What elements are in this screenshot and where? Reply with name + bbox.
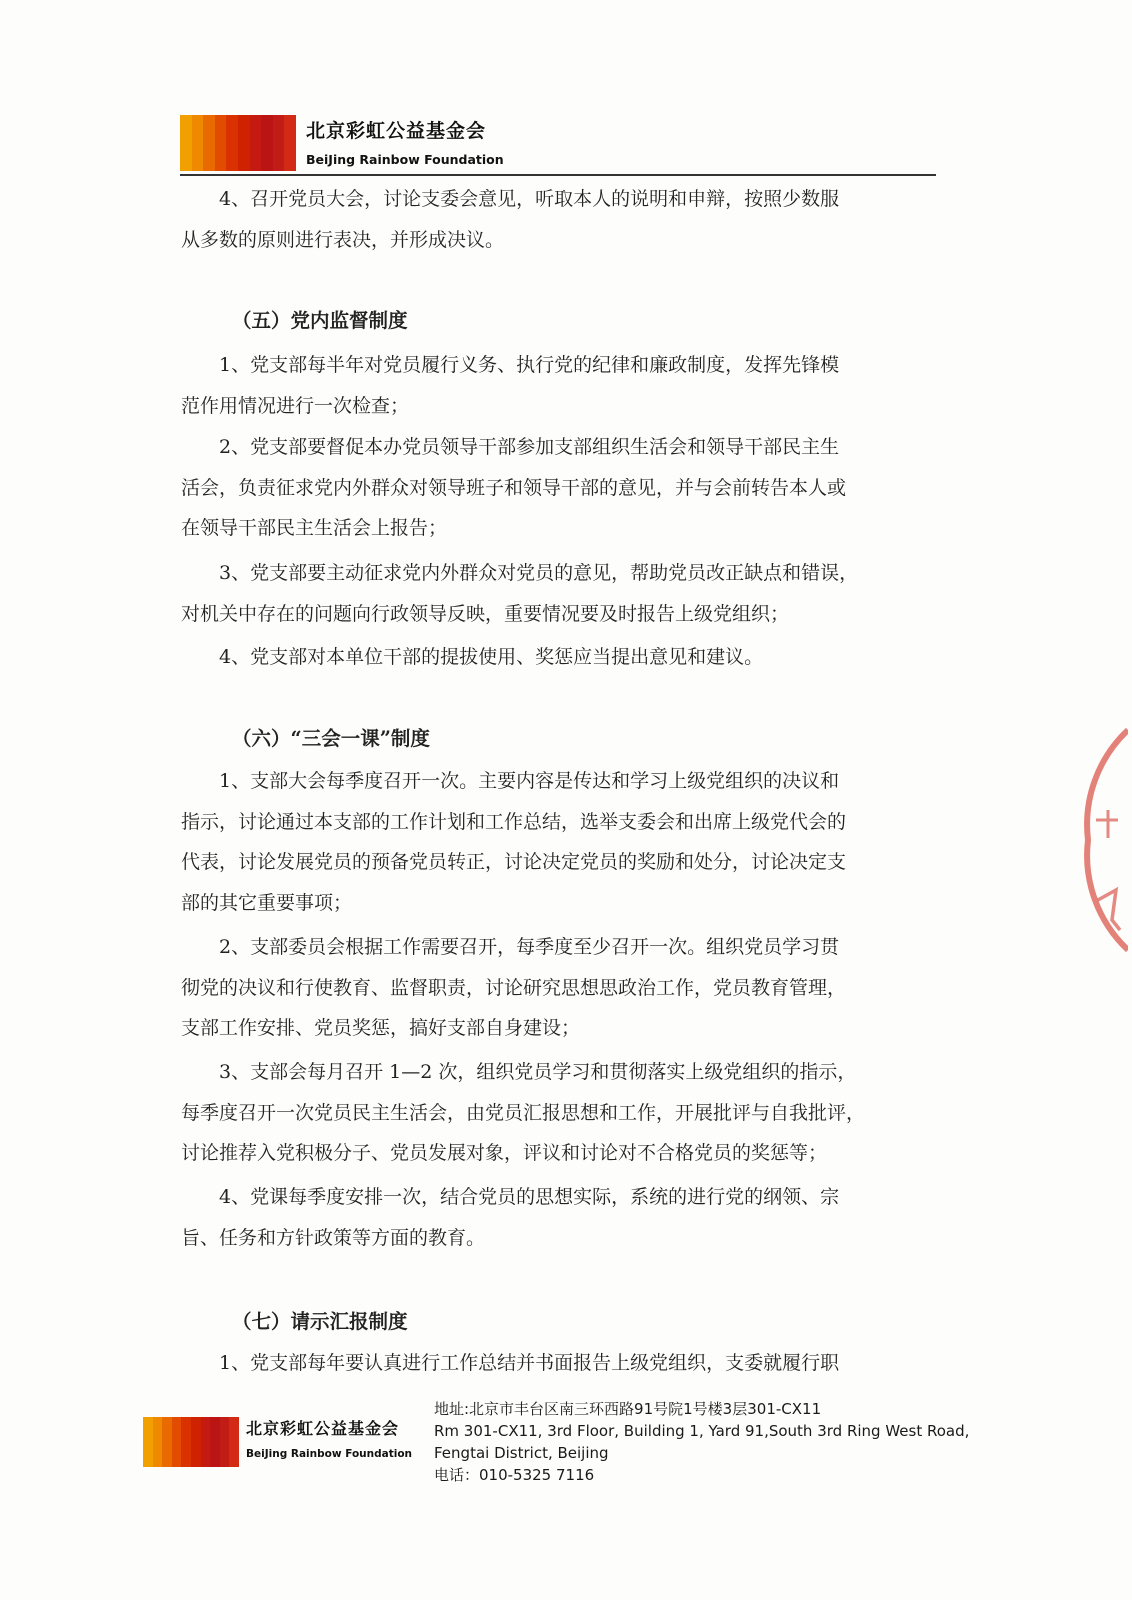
logo-stripe [215, 115, 227, 171]
section-heading-5: （五）党内监督制度 [232, 309, 408, 332]
paragraph-line: 活会，负责征求党内外群众对领导班子和领导干部的意见，并与会前转告本人或 [181, 476, 847, 499]
paragraph-line: 范作用情况进行一次检查； [181, 394, 410, 417]
paragraph-line: 1、党支部每年要认真进行工作总结并书面报告上级党组织，支委就履行职 [219, 1352, 840, 1374]
seal-stamp-icon [1068, 720, 1128, 960]
footer-org-name-cn: 北京彩虹公益基金会 [246, 1419, 400, 1438]
footer-logo-stripes-icon [143, 1417, 239, 1467]
logo-stripe [273, 115, 285, 171]
paragraph-line: 旨、任务和方针政策等方面的教育。 [181, 1226, 486, 1249]
sec6-item-3 [181, 1052, 936, 1174]
logo-stripe [191, 1417, 201, 1467]
paragraph-intro-4 [181, 179, 936, 260]
paragraph-line: 指示，讨论通过本支部的工作计划和工作总结，选举支委会和出席上级党代会的 [181, 810, 847, 833]
logo-stripe [210, 1417, 220, 1467]
logo-stripe [220, 1417, 230, 1467]
logo-stripe [203, 115, 215, 171]
logo-stripe [162, 1417, 172, 1467]
footer-address-en-1: Rm 301-CX11, 3rd Floor, Building 1, Yard 91,South 3rd Ring West Road, [434, 1422, 970, 1440]
paragraph-line: 2、支部委员会根据工作需要召开，每季度至少召开一次。组织党员学习贯 [219, 936, 840, 958]
paragraph-line: 2、党支部要督促本办党员领导干部参加支部组织生活会和领导干部民主生 [219, 436, 840, 458]
sec5-item-3 [181, 553, 936, 634]
logo-stripe [143, 1417, 153, 1467]
footer-address-cn: 地址:北京市丰台区南三环西路91号院1号楼3层301-CX11 [434, 1400, 822, 1418]
logo-stripe [192, 115, 204, 171]
footer-address-block [434, 1398, 974, 1486]
paragraph-line: 在领导干部民主生活会上报告； [181, 517, 448, 539]
logo-stripe [284, 115, 296, 171]
paragraph-line: 支部工作安排、党员奖惩，搞好支部自身建设； [181, 1017, 581, 1039]
sec6-item-1 [181, 761, 936, 923]
header-org-name-cn: 北京彩虹公益基金会 [306, 120, 487, 142]
paragraph-line: 3、党支部要主动征求党内外群众对党员的意见，帮助党员改正缺点和错误， [219, 562, 859, 584]
paragraph-line: 4、党支部对本单位干部的提拔使用、奖惩应当提出意见和建议。 [219, 646, 764, 668]
paragraph-line: 部的其它重要事项； [181, 891, 353, 914]
sec5-item-4 [181, 637, 936, 678]
paragraph-line: 讨论推荐入党积极分子、党员发展对象，评议和讨论对不合格党员的奖惩等； [181, 1142, 828, 1164]
sec5-item-2 [181, 427, 936, 549]
paragraph-line: 4、党课每季度安排一次，结合党员的思想实际，系统的进行党的纲领、宗 [219, 1186, 840, 1208]
footer-address-en-2: Fengtai District, Beijing [434, 1444, 609, 1462]
logo-stripe [153, 1417, 163, 1467]
section-heading-7: （七）请示汇报制度 [232, 1310, 408, 1333]
paragraph-line: 对机关中存在的问题向行政领导反映，重要情况要及时报告上级党组织； [181, 602, 790, 625]
footer-org-name-en: BeiJing Rainbow Foundation [246, 1448, 413, 1460]
logo-stripe [250, 115, 262, 171]
logo-stripe [261, 115, 273, 171]
footer-phone: 电话：010-5325 7116 [434, 1466, 595, 1484]
paragraph-line: 4、召开党员大会，讨论支委会意见，听取本人的说明和申辩，按照少数服 [219, 188, 840, 210]
logo-stripe [226, 115, 238, 171]
logo-stripe [172, 1417, 182, 1467]
section-heading-6: （六）“三会一课”制度 [232, 727, 430, 750]
logo-stripe [229, 1417, 239, 1467]
logo-stripe [180, 115, 192, 171]
paragraph-line: 代表，讨论发展党员的预备党员转正，讨论决定党员的奖励和处分，讨论决定支 [181, 851, 847, 873]
logo-stripe [238, 115, 250, 171]
sec5-item-1 [181, 345, 936, 426]
logo-stripe [181, 1417, 191, 1467]
logo-stripes-icon [180, 115, 296, 171]
logo-stripe [201, 1417, 211, 1467]
paragraph-line: 彻党的决议和行使教育、监督职责，讨论研究思想思政治工作，党员教育管理， [181, 976, 847, 999]
paragraph-line: 从多数的原则进行表决，并形成决议。 [181, 228, 505, 251]
sec6-item-2 [181, 927, 936, 1049]
paragraph-line: 1、支部大会每季度召开一次。主要内容是传达和学习上级党组织的决议和 [219, 770, 840, 792]
sec7-item-1 [181, 1343, 936, 1384]
header-org-name-en: BeiJing Rainbow Foundation [306, 152, 504, 167]
sec6-item-4 [181, 1177, 936, 1258]
paragraph-line: 3、支部会每月召开 1—2 次，组织党员学习和贯彻落实上级党组织的指示， [219, 1061, 857, 1083]
paragraph-line: 每季度召开一次党员民主生活会，由党员汇报思想和工作，开展批评与自我批评， [181, 1101, 866, 1124]
paragraph-line: 1、党支部每半年对党员履行义务、执行党的纪律和廉政制度，发挥先锋模 [219, 354, 840, 376]
header-divider [180, 174, 936, 176]
